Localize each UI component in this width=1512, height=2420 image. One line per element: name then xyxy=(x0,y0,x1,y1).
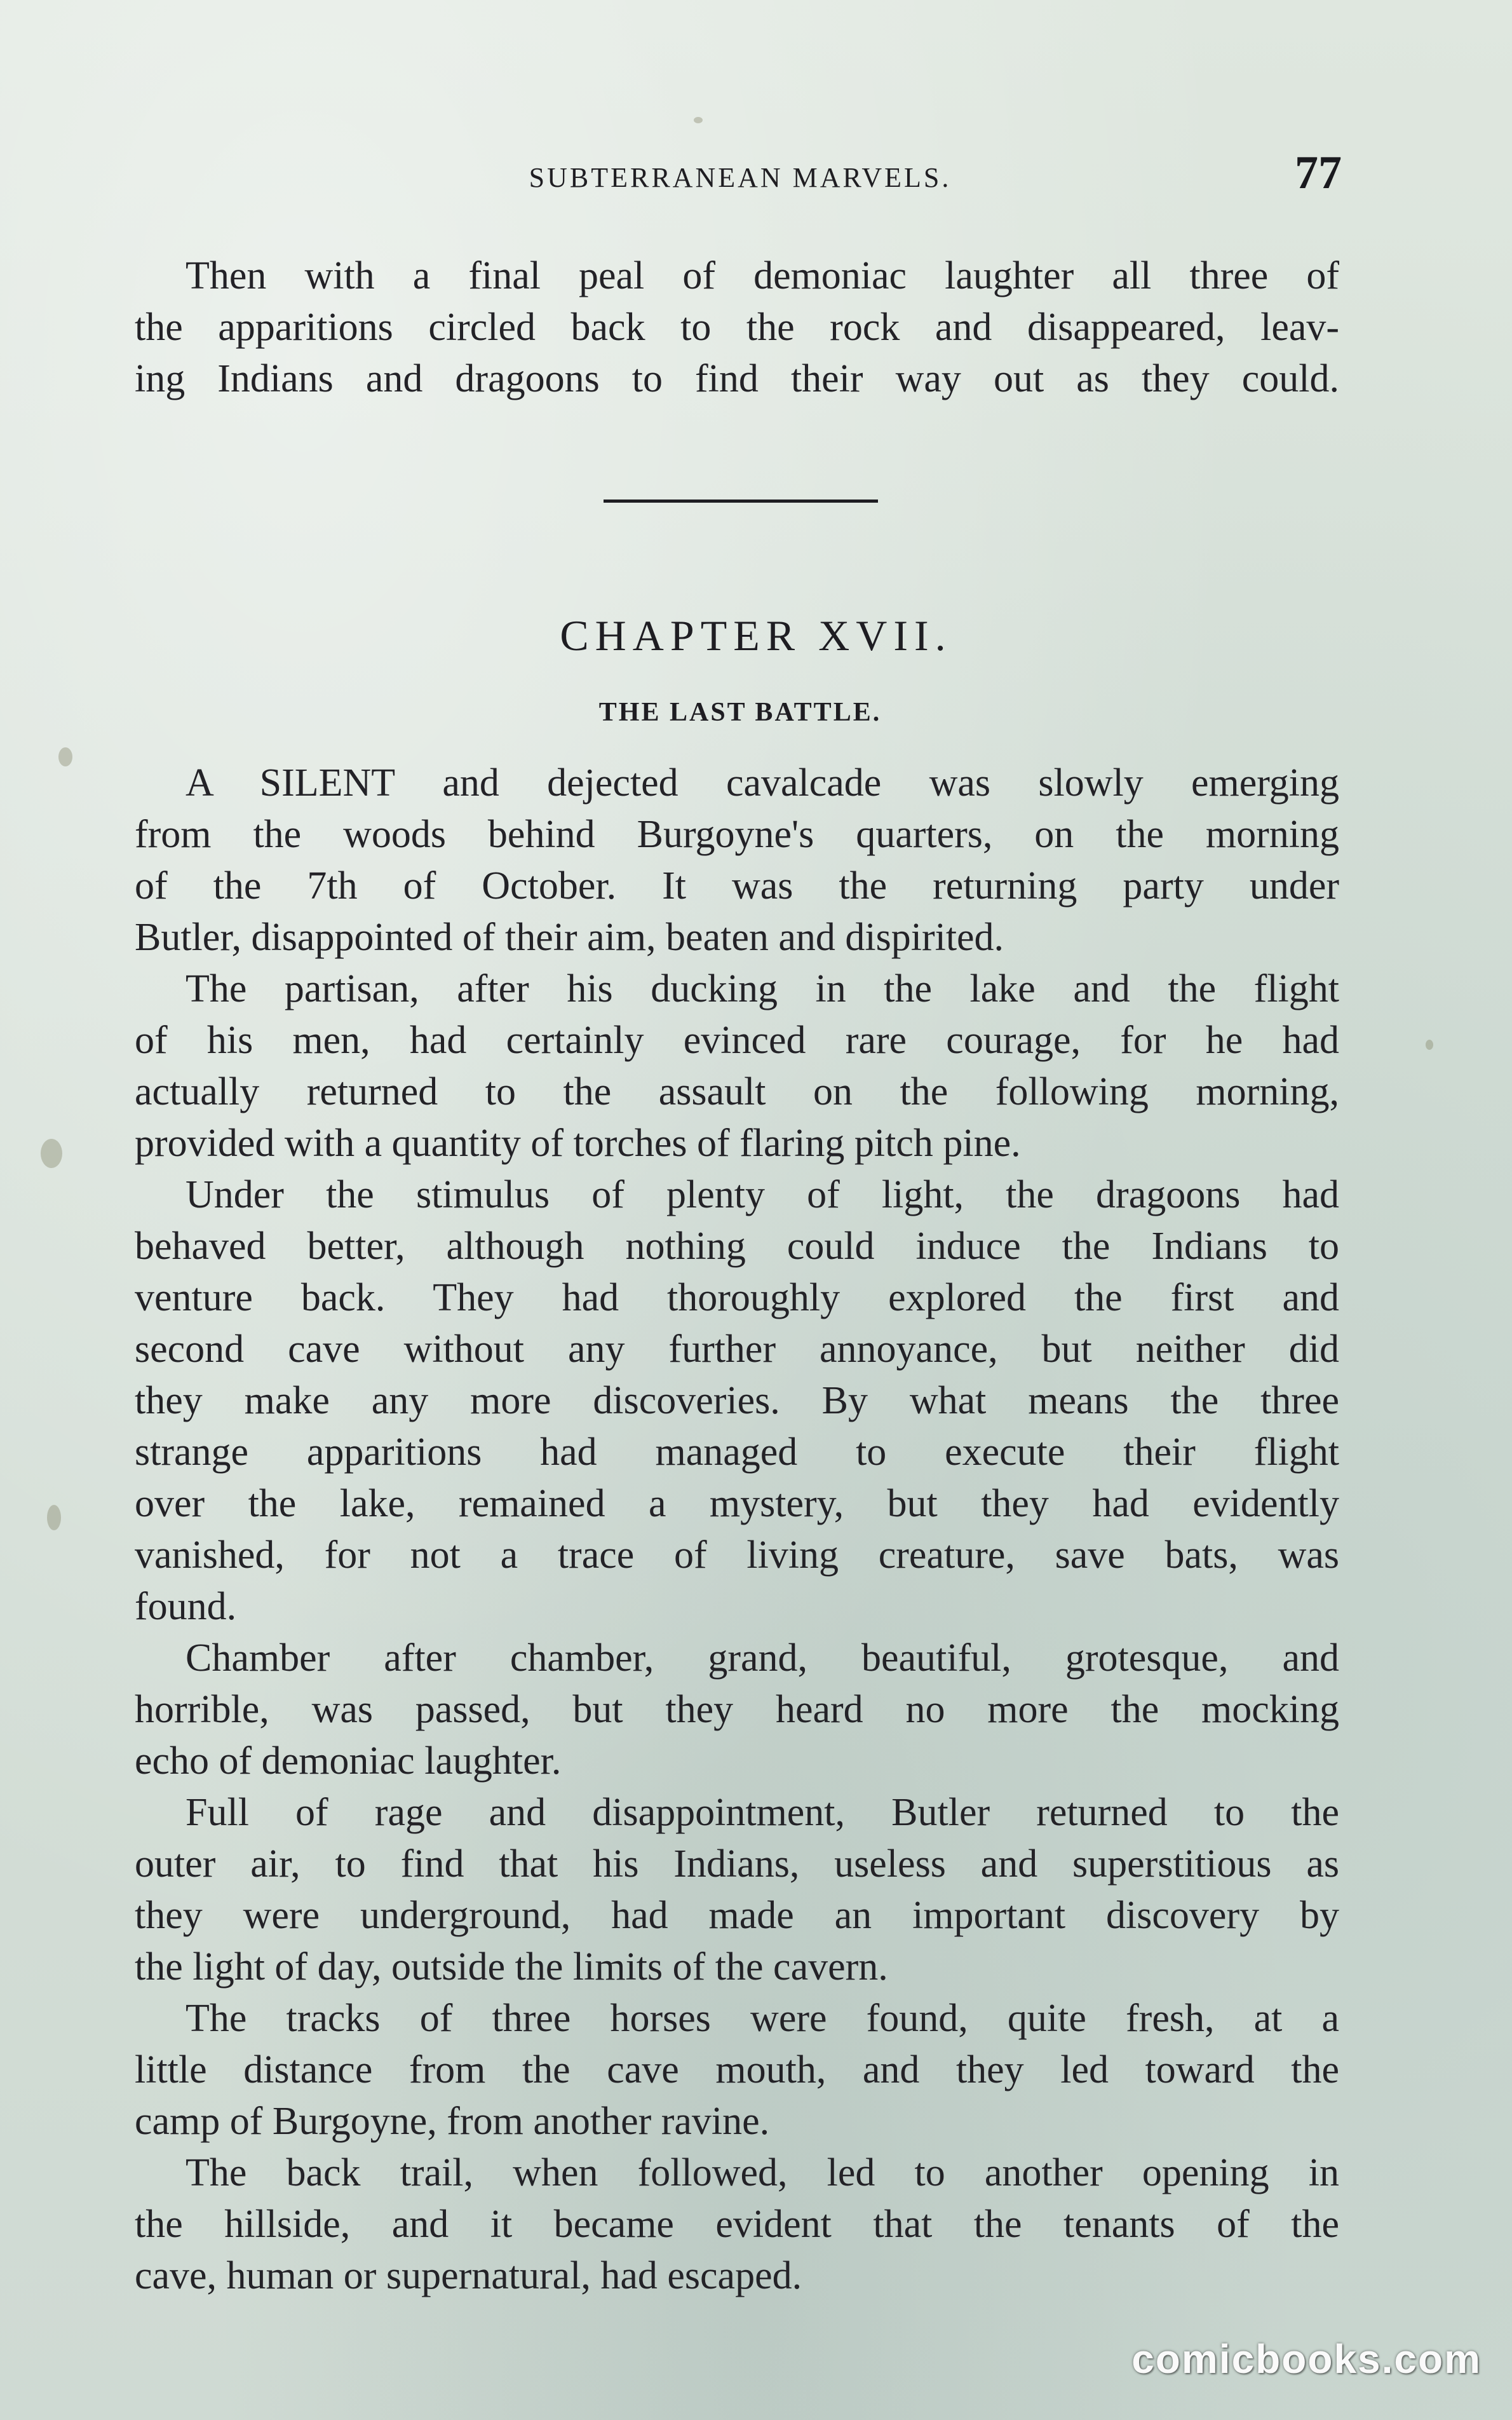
paper-stain xyxy=(1426,1040,1433,1050)
paper-stain xyxy=(47,1505,61,1530)
text-line: provided with a quantity of torches of flaring pitch pine. xyxy=(135,1122,1021,1165)
chapter-subtitle: THE LAST BATTLE. xyxy=(598,698,882,727)
text-line: the light of day, outside the limits of the cavern. xyxy=(135,1945,888,1988)
text-line: Then with a final peal of demoniac laughter all three of xyxy=(186,254,1339,297)
section-divider xyxy=(604,500,878,503)
text-line: the apparitions circled back to the rock and disappeared, leav- xyxy=(135,306,1339,349)
body-paragraph xyxy=(135,758,1339,963)
text-line: horrible, was passed, but they heard no more the mocking xyxy=(135,1688,1339,1731)
text-line: camp of Burgoyne, from another ravine. xyxy=(135,2100,770,2143)
running-head xyxy=(0,147,1512,203)
paper-stain xyxy=(41,1139,62,1168)
text-line: cave, human or supernatural, had escaped. xyxy=(135,2254,802,2297)
text-line: outer air, to find that his Indians, useless and superstitious as xyxy=(135,1842,1339,1886)
text-line: they make any more discoveries. By what means the three xyxy=(135,1379,1339,1422)
text-line: they were underground, had made an important discovery by xyxy=(135,1894,1339,1937)
text-line: strange apparitions had managed to execute their flight xyxy=(135,1431,1339,1474)
text-line: little distance from the cave mouth, and they led toward the xyxy=(135,2048,1339,2091)
text-line: actually returned to the assault on the following morning, xyxy=(135,1070,1339,1113)
paper-stain xyxy=(58,747,72,766)
page-number: 77 xyxy=(1295,147,1342,199)
body-paragraph xyxy=(135,1993,1339,2147)
text-line: the hillside, and it became evident that the tenants of the xyxy=(135,2203,1339,2246)
text-line: ing Indians and dragoons to find their way out as they could. xyxy=(135,357,1339,400)
text-line: found. xyxy=(135,1585,237,1628)
text-line: over the lake, remained a mystery, but they had evidently xyxy=(135,1482,1339,1525)
text-line: behaved better, although nothing could induce the Indians to xyxy=(135,1225,1339,1268)
text-line: The tracks of three horses were found, quite fresh, at a xyxy=(186,1997,1339,2040)
body-paragraph xyxy=(135,1633,1339,1787)
text-line: A SILENT and dejected cavalcade was slowly emerging xyxy=(186,761,1339,805)
text-line: Chamber after chamber, grand, beautiful, grotesque, and xyxy=(186,1636,1339,1680)
text-line: from the woods behind Burgoyne's quarters, on the morning xyxy=(135,813,1339,856)
body-paragraph xyxy=(135,1169,1339,1633)
chapter-heading: CHAPTER XVII. xyxy=(560,611,952,660)
running-title: SUBTERRANEAN MARVELS. xyxy=(529,162,952,193)
body-paragraph xyxy=(135,963,1339,1169)
text-line: of his men, had certainly evinced rare courage, for he had xyxy=(135,1019,1339,1062)
intro-paragraph xyxy=(135,250,1339,405)
text-line: Full of rage and disappointment, Butler returned to the xyxy=(186,1791,1339,1834)
text-line: Under the stimulus of plenty of light, the dragoons had xyxy=(186,1173,1339,1216)
text-line: Butler, disappointed of their aim, beaten and dispirited. xyxy=(135,916,1004,959)
text-line: second cave without any further annoyance, but neither did xyxy=(135,1328,1339,1371)
text-line: The back trail, when followed, led to another opening in xyxy=(186,2151,1339,2194)
body-paragraph xyxy=(135,2147,1339,2302)
text-line: The partisan, after his ducking in the lake and the flight xyxy=(186,967,1339,1010)
body-paragraph xyxy=(135,1787,1339,1993)
text-line: venture back. They had thoroughly explored the first and xyxy=(135,1276,1339,1319)
paper-stain xyxy=(694,117,703,123)
text-line: vanished, for not a trace of living creature, save bats, was xyxy=(135,1533,1339,1577)
text-line: of the 7th of October. It was the returning party under xyxy=(135,864,1339,908)
text-line: echo of demoniac laughter. xyxy=(135,1739,562,1783)
watermark-logo: comicbooks.com xyxy=(1131,2336,1482,2382)
